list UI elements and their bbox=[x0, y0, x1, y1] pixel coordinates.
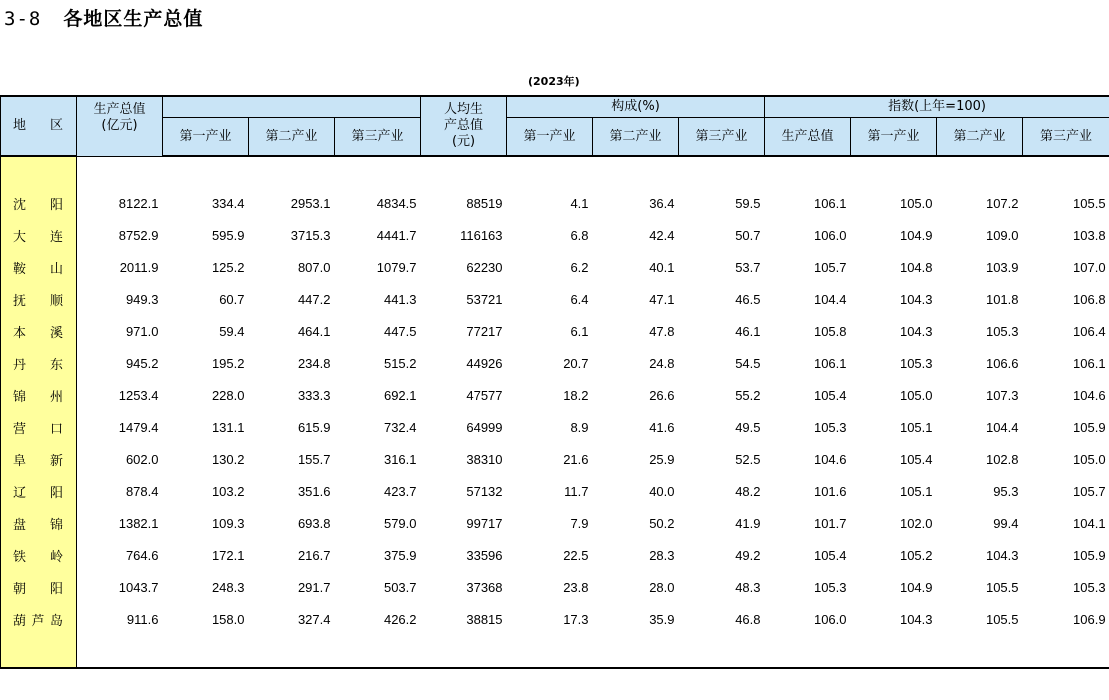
value-cell: 602.0 bbox=[125, 451, 159, 467]
value-cell: 7.9 bbox=[570, 515, 589, 531]
value-cell: 423.7 bbox=[383, 483, 417, 499]
empty-cell bbox=[1023, 635, 1109, 668]
value-cell: 195.2 bbox=[211, 355, 245, 371]
value-cell: 54.5 bbox=[735, 355, 761, 371]
value-cell: 99.4 bbox=[993, 515, 1019, 531]
value-cell: 732.4 bbox=[383, 419, 417, 435]
empty-cell bbox=[163, 156, 249, 187]
region-name: 鞍 山 bbox=[13, 261, 63, 277]
year-note: (2023年) bbox=[528, 75, 580, 88]
region-name: 盘 锦 bbox=[13, 517, 63, 533]
value-cell: 6.1 bbox=[570, 323, 589, 339]
value-cell: 47577 bbox=[466, 387, 503, 403]
value-cell: 316.1 bbox=[383, 451, 417, 467]
empty-cell bbox=[421, 156, 507, 187]
region-cell bbox=[1, 156, 77, 187]
value-cell: 107.2 bbox=[985, 195, 1019, 211]
region-name: 辽 阳 bbox=[13, 485, 63, 501]
value-cell: 106.9 bbox=[1073, 611, 1106, 627]
value-cell: 1479.4 bbox=[118, 419, 159, 435]
value-cell: 105.5 bbox=[985, 611, 1019, 627]
value-cell: 248.3 bbox=[211, 579, 245, 595]
value-cell: 8122.1 bbox=[118, 195, 159, 211]
region-name-cell bbox=[1, 603, 77, 635]
table-row bbox=[1, 283, 1109, 315]
value-cell: 17.3 bbox=[563, 611, 589, 627]
empty-cell bbox=[765, 635, 851, 668]
value-cell: 101.8 bbox=[985, 291, 1019, 307]
spacer-row bbox=[1, 156, 1109, 187]
value-cell: 105.9 bbox=[1073, 547, 1106, 563]
value-cell: 426.2 bbox=[383, 611, 417, 627]
value-cell: 447.5 bbox=[383, 323, 417, 339]
value-cell: 104.6 bbox=[813, 451, 847, 467]
empty-cell bbox=[765, 156, 851, 187]
value-cell: 42.4 bbox=[649, 227, 675, 243]
region-name-cell bbox=[1, 251, 77, 283]
value-cell: 105.4 bbox=[813, 547, 847, 563]
value-cell: 104.4 bbox=[985, 419, 1019, 435]
region-cell bbox=[1, 635, 77, 668]
region-name-cell bbox=[1, 411, 77, 443]
value-cell: 579.0 bbox=[383, 515, 417, 531]
table-row bbox=[1, 475, 1109, 507]
header-gdp-primary: 第一产业 bbox=[163, 118, 249, 157]
header-index-secondary: 第二产业 bbox=[937, 118, 1023, 157]
value-cell: 18.2 bbox=[563, 387, 589, 403]
header-region: 地 区 bbox=[1, 96, 77, 156]
value-cell: 64999 bbox=[466, 419, 503, 435]
value-cell: 21.6 bbox=[563, 451, 589, 467]
value-cell: 105.4 bbox=[813, 387, 847, 403]
region-name-cell bbox=[1, 539, 77, 571]
value-cell: 99717 bbox=[466, 515, 503, 531]
region-name-cell bbox=[1, 347, 77, 379]
value-cell: 47.8 bbox=[649, 323, 675, 339]
value-cell: 106.8 bbox=[1073, 291, 1106, 307]
value-cell: 878.4 bbox=[125, 483, 159, 499]
value-cell: 4834.5 bbox=[376, 195, 417, 211]
empty-cell bbox=[679, 156, 765, 187]
header-index-primary: 第一产业 bbox=[851, 118, 937, 157]
value-cell: 103.2 bbox=[211, 483, 245, 499]
empty-cell bbox=[163, 635, 249, 668]
value-cell: 131.1 bbox=[211, 419, 245, 435]
value-cell: 25.9 bbox=[649, 451, 675, 467]
value-cell: 101.7 bbox=[813, 515, 847, 531]
value-cell: 36.4 bbox=[649, 195, 675, 211]
empty-cell bbox=[335, 156, 421, 187]
value-cell: 53721 bbox=[466, 291, 503, 307]
value-cell: 53.7 bbox=[735, 259, 761, 275]
value-cell: 59.4 bbox=[219, 323, 245, 339]
header-per-capita: 人均生 产总值 (元) bbox=[421, 96, 507, 156]
value-cell: 49.5 bbox=[735, 419, 761, 435]
table-title bbox=[4, 4, 203, 31]
table-row bbox=[1, 603, 1109, 635]
region-name: 抚 顺 bbox=[13, 293, 63, 309]
value-cell: 105.3 bbox=[1073, 579, 1106, 595]
region-name-cell bbox=[1, 379, 77, 411]
value-cell: 105.3 bbox=[813, 419, 847, 435]
empty-cell bbox=[249, 156, 335, 187]
value-cell: 334.4 bbox=[211, 195, 245, 211]
value-cell: 216.7 bbox=[297, 547, 331, 563]
region-name: 阜 新 bbox=[13, 453, 63, 469]
value-cell: 106.6 bbox=[985, 355, 1019, 371]
value-cell: 911.6 bbox=[126, 611, 159, 627]
value-cell: 105.7 bbox=[813, 259, 847, 275]
value-cell: 441.3 bbox=[383, 291, 417, 307]
value-cell: 106.0 bbox=[813, 611, 847, 627]
value-cell: 1043.7 bbox=[118, 579, 159, 595]
value-cell: 102.0 bbox=[899, 515, 933, 531]
value-cell: 125.2 bbox=[211, 259, 245, 275]
value-cell: 101.6 bbox=[813, 483, 847, 499]
region-name: 本 溪 bbox=[13, 325, 63, 341]
value-cell: 23.8 bbox=[563, 579, 589, 595]
value-cell: 109.0 bbox=[985, 227, 1019, 243]
table-row bbox=[1, 379, 1109, 411]
value-cell: 447.2 bbox=[297, 291, 331, 307]
value-cell: 46.8 bbox=[735, 611, 761, 627]
value-cell: 38815 bbox=[466, 611, 503, 627]
table-title-text: 各地区生产总值 bbox=[63, 8, 204, 30]
region-name: 朝 阳 bbox=[13, 581, 63, 597]
value-cell: 20.7 bbox=[563, 355, 589, 371]
value-cell: 104.3 bbox=[899, 323, 933, 339]
value-cell: 116163 bbox=[460, 227, 503, 243]
region-name: 铁 岭 bbox=[13, 549, 63, 565]
empty-cell bbox=[851, 635, 937, 668]
table-row bbox=[1, 539, 1109, 571]
value-cell: 40.1 bbox=[649, 259, 675, 275]
table-number: 3-8 bbox=[4, 8, 42, 30]
value-cell: 595.9 bbox=[211, 227, 245, 243]
value-cell: 105.2 bbox=[899, 547, 933, 563]
region-name: 葫芦岛 bbox=[13, 613, 63, 629]
value-cell: 692.1 bbox=[383, 387, 417, 403]
table-body bbox=[1, 156, 1109, 668]
value-cell: 104.9 bbox=[899, 579, 933, 595]
empty-cell bbox=[335, 635, 421, 668]
value-cell: 28.3 bbox=[649, 547, 675, 563]
empty-cell bbox=[77, 156, 163, 187]
header-structure-tertiary: 第三产业 bbox=[679, 118, 765, 157]
value-cell: 105.0 bbox=[899, 195, 933, 211]
value-cell: 33596 bbox=[466, 547, 503, 563]
value-cell: 764.6 bbox=[125, 547, 159, 563]
header-structure-secondary: 第二产业 bbox=[593, 118, 679, 157]
value-cell: 105.1 bbox=[899, 483, 933, 499]
value-cell: 40.0 bbox=[649, 483, 675, 499]
table-row bbox=[1, 443, 1109, 475]
value-cell: 52.5 bbox=[735, 451, 761, 467]
value-cell: 104.3 bbox=[985, 547, 1019, 563]
value-cell: 807.0 bbox=[297, 259, 331, 275]
table-row bbox=[1, 315, 1109, 347]
value-cell: 106.1 bbox=[813, 355, 847, 371]
value-cell: 50.2 bbox=[649, 515, 675, 531]
value-cell: 375.9 bbox=[383, 547, 417, 563]
value-cell: 104.6 bbox=[1073, 387, 1106, 403]
header-index-tertiary: 第三产业 bbox=[1023, 118, 1109, 157]
value-cell: 234.8 bbox=[297, 355, 331, 371]
value-cell: 351.6 bbox=[297, 483, 331, 499]
value-cell: 50.7 bbox=[735, 227, 761, 243]
header-gdp-secondary: 第二产业 bbox=[249, 118, 335, 157]
header-structure-primary: 第一产业 bbox=[507, 118, 593, 157]
value-cell: 105.5 bbox=[985, 579, 1019, 595]
value-cell: 106.0 bbox=[813, 227, 847, 243]
value-cell: 88519 bbox=[466, 195, 503, 211]
value-cell: 105.8 bbox=[813, 323, 847, 339]
value-cell: 172.1 bbox=[211, 547, 245, 563]
value-cell: 105.4 bbox=[899, 451, 933, 467]
value-cell: 107.0 bbox=[1073, 259, 1106, 275]
value-cell: 130.2 bbox=[211, 451, 245, 467]
value-cell: 291.7 bbox=[297, 579, 331, 595]
value-cell: 228.0 bbox=[211, 387, 245, 403]
empty-cell bbox=[249, 635, 335, 668]
table-row bbox=[1, 571, 1109, 603]
value-cell: 945.2 bbox=[125, 355, 159, 371]
region-name-cell bbox=[1, 315, 77, 347]
value-cell: 35.9 bbox=[649, 611, 675, 627]
value-cell: 693.8 bbox=[297, 515, 331, 531]
value-cell: 59.5 bbox=[735, 195, 761, 211]
value-cell: 105.3 bbox=[899, 355, 933, 371]
value-cell: 37368 bbox=[466, 579, 503, 595]
value-cell: 49.2 bbox=[735, 547, 761, 563]
region-name-cell bbox=[1, 283, 77, 315]
region-name: 沈 阳 bbox=[13, 197, 63, 213]
value-cell: 44926 bbox=[466, 355, 503, 371]
value-cell: 103.9 bbox=[985, 259, 1019, 275]
value-cell: 1079.7 bbox=[376, 259, 417, 275]
value-cell: 11.7 bbox=[564, 483, 589, 499]
region-name-cell bbox=[1, 507, 77, 539]
empty-cell bbox=[507, 156, 593, 187]
value-cell: 77217 bbox=[466, 323, 503, 339]
value-cell: 24.8 bbox=[649, 355, 675, 371]
table-row bbox=[1, 251, 1109, 283]
value-cell: 105.0 bbox=[1073, 451, 1106, 467]
value-cell: 6.2 bbox=[570, 259, 589, 275]
value-cell: 60.7 bbox=[219, 291, 245, 307]
value-cell: 8.9 bbox=[570, 419, 589, 435]
empty-cell bbox=[593, 156, 679, 187]
header-structure: 构成(%) bbox=[507, 96, 765, 118]
value-cell: 515.2 bbox=[383, 355, 417, 371]
header-index-gdp: 生产总值 bbox=[765, 118, 851, 157]
value-cell: 55.2 bbox=[735, 387, 761, 403]
value-cell: 104.3 bbox=[899, 611, 933, 627]
value-cell: 38310 bbox=[466, 451, 503, 467]
table-row bbox=[1, 187, 1109, 219]
value-cell: 48.3 bbox=[735, 579, 761, 595]
value-cell: 104.1 bbox=[1073, 515, 1106, 531]
value-cell: 104.9 bbox=[899, 227, 933, 243]
table-row bbox=[1, 219, 1109, 251]
value-cell: 105.5 bbox=[1073, 195, 1106, 211]
value-cell: 105.7 bbox=[1073, 483, 1106, 499]
table-row bbox=[1, 507, 1109, 539]
value-cell: 109.3 bbox=[211, 515, 245, 531]
region-name: 锦 州 bbox=[13, 389, 63, 405]
region-name: 营 口 bbox=[13, 421, 63, 437]
table-row bbox=[1, 411, 1109, 443]
value-cell: 105.3 bbox=[985, 323, 1019, 339]
value-cell: 95.3 bbox=[993, 483, 1019, 499]
value-cell: 106.1 bbox=[1073, 355, 1106, 371]
value-cell: 57132 bbox=[466, 483, 503, 499]
value-cell: 327.4 bbox=[297, 611, 331, 627]
value-cell: 2011.9 bbox=[119, 259, 159, 275]
region-name: 大 连 bbox=[13, 229, 63, 245]
value-cell: 158.0 bbox=[211, 611, 245, 627]
region-name-cell bbox=[1, 219, 77, 251]
empty-cell bbox=[937, 156, 1023, 187]
value-cell: 155.7 bbox=[297, 451, 331, 467]
value-cell: 106.4 bbox=[1073, 323, 1106, 339]
value-cell: 105.3 bbox=[813, 579, 847, 595]
value-cell: 3715.3 bbox=[290, 227, 331, 243]
region-name-cell bbox=[1, 443, 77, 475]
value-cell: 22.5 bbox=[563, 547, 589, 563]
value-cell: 8752.9 bbox=[118, 227, 159, 243]
empty-cell bbox=[421, 635, 507, 668]
value-cell: 949.3 bbox=[125, 291, 159, 307]
tail-row bbox=[1, 635, 1109, 668]
value-cell: 971.0 bbox=[125, 323, 159, 339]
header-gdp-tertiary: 第三产业 bbox=[335, 118, 421, 157]
region-name-cell bbox=[1, 571, 77, 603]
value-cell: 333.3 bbox=[297, 387, 331, 403]
value-cell: 6.4 bbox=[570, 291, 589, 307]
empty-cell bbox=[851, 156, 937, 187]
value-cell: 48.2 bbox=[735, 483, 761, 499]
value-cell: 47.1 bbox=[649, 291, 675, 307]
value-cell: 1382.1 bbox=[118, 515, 159, 531]
empty-cell bbox=[507, 635, 593, 668]
value-cell: 103.8 bbox=[1073, 227, 1106, 243]
value-cell: 105.1 bbox=[899, 419, 933, 435]
header-index: 指数(上年=100) bbox=[765, 96, 1109, 118]
value-cell: 106.1 bbox=[813, 195, 847, 211]
value-cell: 102.8 bbox=[985, 451, 1019, 467]
value-cell: 105.0 bbox=[899, 387, 933, 403]
value-cell: 41.6 bbox=[649, 419, 675, 435]
table-row bbox=[1, 347, 1109, 379]
value-cell: 46.1 bbox=[735, 323, 761, 339]
value-cell: 503.7 bbox=[383, 579, 417, 595]
region-name-cell bbox=[1, 187, 77, 219]
value-cell: 104.4 bbox=[813, 291, 847, 307]
empty-cell bbox=[77, 635, 163, 668]
value-cell: 107.3 bbox=[985, 387, 1019, 403]
value-cell: 46.5 bbox=[735, 291, 761, 307]
value-cell: 4441.7 bbox=[376, 227, 417, 243]
value-cell: 41.9 bbox=[735, 515, 761, 531]
value-cell: 464.1 bbox=[297, 323, 331, 339]
empty-cell bbox=[679, 635, 765, 668]
value-cell: 28.0 bbox=[649, 579, 675, 595]
empty-cell bbox=[937, 635, 1023, 668]
value-cell: 615.9 bbox=[297, 419, 331, 435]
value-cell: 6.8 bbox=[570, 227, 589, 243]
region-name: 丹 东 bbox=[13, 357, 63, 373]
empty-cell bbox=[593, 635, 679, 668]
header-gdp: 生产总值 (亿元) bbox=[77, 96, 163, 156]
value-cell: 104.8 bbox=[899, 259, 933, 275]
value-cell: 1253.4 bbox=[118, 387, 159, 403]
value-cell: 4.1 bbox=[570, 195, 589, 211]
value-cell: 2953.1 bbox=[290, 195, 331, 211]
region-name-cell bbox=[1, 475, 77, 507]
gdp-by-region-table bbox=[0, 95, 1109, 669]
value-cell: 104.3 bbox=[899, 291, 933, 307]
header-gdp-sector-group bbox=[163, 96, 421, 118]
value-cell: 105.9 bbox=[1073, 419, 1106, 435]
value-cell: 26.6 bbox=[649, 387, 675, 403]
value-cell: 62230 bbox=[466, 259, 503, 275]
empty-cell bbox=[1023, 156, 1109, 187]
